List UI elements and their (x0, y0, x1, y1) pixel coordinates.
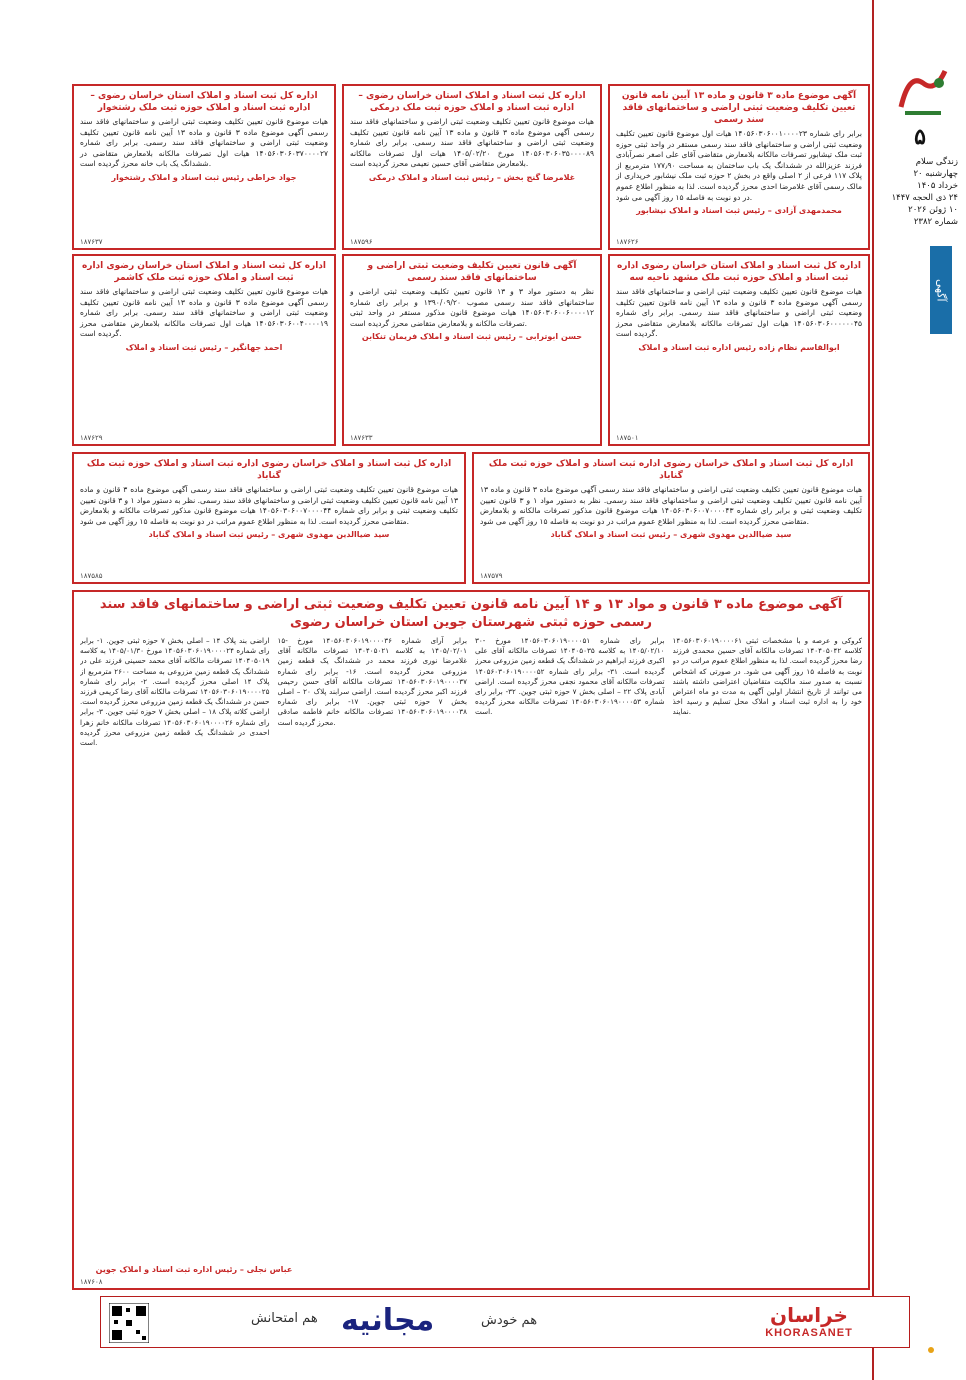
brand-name: خراسان (770, 1303, 848, 1327)
ad-column: ۳۰- برابر رای شماره ۱۴۰۵۶۰۳۰۶۰۱۹۰۰۰۰۵۱ مورخ ۱۴۰۵/۰۲/۱۰ به کلاسه ۱۴۰۴۰۵۰۳۵ تصرفات مالکانه آقای علی اکبری فرزند ابراهیم در ششدانگ یک قطعه زمین مزروعی محرز گردیده است. ۳۱- برابر رای شماره ۱۴۰۵۶۰۳۰۶۰۱۹۰۰۰۰۵۲ تصرفات مالکانه آقای محمود نجفی محرز گردیده است. اراضی آبادی پلاک ۲۲ – اصلی بخش ۷ حوزه ثبتی جوین. ۳۲- برابر رای شماره ۱۴۰۵۶۰۳۰۶۰۱۹۰۰۰۰۵۳ تصرفات مالکانه محرز گردیده است. (475, 636, 665, 717)
ad-body: نظر به دستور مواد ۳ و ۱۳ قانون تعیین تکلیف وضعیت ثبتی اراضی و ساختمانهای فاقد سند رسمی مصوب ۱۳۹۰/۰۹/۲۰ و برابر رای شماره ۱۴۰۵۶۰۳۰۶۰۰۶۰۰۰۰۱۲ هیات موضوع قانون مذکور مستقر در واحد ثبتی تصرفات مالکانه و بلامعارض متقاضی محرز گردیده است. (350, 287, 595, 328)
ad-title: اداره کل ثبت اسناد و املاک استان خراسان رضوی اداره ثبت اسناد و املاک حوزه ثبت ملک کاشمر (81, 261, 327, 283)
brand-name-en: KHORASANET (765, 1327, 853, 1339)
notice-ad (342, 84, 602, 250)
banner-headline: مجانیه (341, 1303, 435, 1338)
ad-signature: غلامرضا گنج بخش – رئیس ثبت اسناد و املاک درمکی (368, 172, 576, 182)
ad-code: ۱۸۷۵۹۶ (350, 238, 373, 246)
ad-body: هیات موضوع قانون تعیین تکلیف وضعیت ثبتی اراضی و ساختمانهای فاقد سند رسمی آگهی موضوع ماده ۳ قانون و ماده ۱۳ آیین نامه قانون تعیین تکلیف وضعیت ثبتی اراضی و ساختمانهای فاقد سند رسمی. برابر رای شماره ۱۴۰۵۶۰۳۰۶۰۰۴۰۰۰۰۱۹ هیات اول تصرفات مالکانه بلامعارض متقاضی محرز گردیده است. (80, 287, 329, 339)
ad-column: کروکی و عرصه و با مشخصات ثبتی ۱۴۰۵۶۰۳۰۶۰۱۹۰۰۰۰۶۱ کلاسه ۱۴۰۴۰۵۰۴۲ تصرفات مالکانه آقای حسین محمدی فرزند رضا محرز گردیده است. لذا به منظور اطلاع عموم مراتب در دو نوبت به فاصله ۱۵ روز آگهی می شود. در صورتی که اشخاص نسبت به صدور سند مالکیت متقاضیان اعتراضی داشته باشند می توانند از تاریخ انتشار اولین آگهی به مدت دو ماه اعتراض خود را به اداره ثبت اسناد و املاک محل تسلیم و رسید اخذ نمایند. (672, 636, 862, 717)
ad-title: اداره کل ثبت اسناد و املاک خراسان رضوی اداره ثبت اسناد و املاک حوزه ثبت ملک گناباد (86, 459, 452, 481)
section-label: آگهی (930, 246, 952, 334)
ad-code: ۱۸۷۶۲۹ (80, 434, 103, 442)
meta-line: چهارشنبه ۲۰ (913, 169, 958, 179)
ad-signature: جواد خراطی رئیس ثبت اسناد و املاک رشتخوار (111, 172, 297, 182)
ad-signature: سید ضیاالدین مهدوی شهری – رئیس ثبت اسناد و املاک گناباد (550, 530, 792, 540)
meta-line: ۲۴ ذی الحجه ۱۴۴۷ (891, 193, 958, 203)
ad-columns (80, 636, 862, 1276)
ad-body: هیات موضوع قانون تعیین تکلیف وضعیت ثبتی اراضی و ساختمانهای فاقد سند رسمی آگهی موضوع ماده ۳ قانون و ماده ۱۳ آیین نامه قانون تعیین تکلیف وضعیت ثبتی اراضی و ساختمانهای فاقد سند رسمی. برابر رای شماره ۱۴۰۵۶۰۳۰۶۰۰۰۰۰۰۴۵ هیات اول تصرفات مالکانه بلامعارض متقاضی محرز گردیده است. (616, 287, 862, 339)
banner-subtext: هم خودش (481, 1313, 538, 1328)
banner-subtext: هم امتحانش (251, 1311, 318, 1326)
promo-banner[interactable] (100, 1296, 910, 1348)
notice-ad (72, 452, 466, 584)
ad-body: برابر رای شماره ۱۴۰۵۶۰۳۰۶۰۰۱۰۰۰۰۲۳ هیات اول موضوع قانون تعیین تکلیف وضعیت ثبتی اراضی و ساختمانهای فاقد سند رسمی مستقر در واحد ثبتی حوزه ثبت ملک تیشابور تصرفات مالکانه بلامعارض متقاضی آقای علی اصغر نصرآبادی فرزند عزیزالله در ششدانگ یک باب ساختمان به مساحت ۱۷۷٫۹۰ مترمربع از پلاک ۱۱۷ فرعی از ۲ اصلی واقع در بخش ۲ حوزه ثبت ملک نیشابور خریداری از مالک رسمی آقای غلامرضا احدی محرز گردیده است. لذا به منظور اطلاع عموم در دو نوبت به فاصله ۱۵ روز آگهی می شود. (616, 129, 862, 202)
issue-meta (882, 156, 958, 228)
meta-line: زندگی سلام (915, 157, 958, 167)
ad-title: آگهی موضوع ماده ۳ قانون و مواد ۱۳ و ۱۴ آیین نامه قانون تعیین تکلیف وضعیت ثبتی اراضی و ساختمانهای فاقد سند رسمی حوزه ثبتی شهرستان جوین استان خراسان رضوی (99, 597, 843, 630)
notice-ad (608, 254, 870, 446)
ad-signature: حسن ابوترابی – رئیس ثبت اسناد و املاک فریمان تنکابن (361, 332, 583, 342)
ad-column: ۱۵- برابر آرای شماره ۱۴۰۵۶۰۳۰۶۰۱۹۰۰۰۰۳۶ مورخ ۱۴۰۵/۰۲/۰۱ به کلاسه ۱۴۰۴۰۵۰۲۱ تصرفات مالکانه آقای غلامرضا نوری فرزند محمد در ششدانگ یک قطعه زمین مزروعی محرز گردیده است. ۱۶- برابر رای شماره ۱۴۰۵۶۰۳۰۶۰۱۹۰۰۰۰۳۷ تصرفات مالکانه آقای حسن رحیمی فرزند اکبر محرز گردیده است. اراضی سرابند پلاک ۲۰ – اصلی بخش ۷ حوزه ثبتی جوین. ۱۷- برابر رای شماره ۱۴۰۵۶۰۳۰۶۰۱۹۰۰۰۰۳۸ تصرفات مالکانه خانم فاطمه صادقی محرز گردیده است. (277, 636, 467, 727)
brand-logo (729, 1303, 889, 1339)
ad-body: هیات موضوع قانون تعیین تکلیف وضعیت ثبتی اراضی و ساختمانهای فاقد سند رسمی آگهی موضوع ماده ۳ قانون و ماده ۱۳ آیین نامه قانون تعیین تکلیف وضعیت ثبتی اراضی و ساختمانهای فاقد سند رسمی. نظر به دستور مواد ۱ و ۳ قانون تعیین تکلیف وضعیت ثبتی و برابر رای شماره ۱۴۰۵۶۰۳۰۶۰۰۷۰۰۰۰۴۳ هیات موضوع قانون مذکور تصرفات مالکانه و بلامعارض متقاضی محرز گردیده است. لذا به منظور اطلاع عموم مراتب در دو نوبت به فاصله ۱۵ روز آگهی می شود. (480, 485, 863, 526)
meta-line: ۱۰ ژوئن ۲۰۲۶ (908, 205, 958, 215)
bullet-icon (928, 1347, 934, 1353)
ad-body: هیات موضوع قانون تعیین تکلیف وضعیت ثبتی اراضی و ساختمانهای فاقد سند رسمی آگهی موضوع ماده ۳ قانون و ماده ۱۳ آیین نامه قانون تعیین تکلیف وضعیت ثبتی اراضی و ساختمانهای فاقد سند رسمی. برابر رای شماره ۱۴۰۵۶۰۳۰۶۰۳۵۰۰۰۰۸۹ مورخ ۱۴۰۵/۰۲/۲۰ هیات اول تصرفات مالکانه بلامعارض متقاضی آقای حسین نعیمی محرز گردیده است. (350, 117, 595, 169)
ad-signature: عباس نجلی – رئیس اداره ثبت اسناد و املاک جوین (95, 1265, 293, 1274)
ad-column: اراضی بند پلاک ۱۴ – اصلی بخش ۷ حوزه ثبتی جوین. ۱- برابر رای شماره ۱۴۰۵۶۰۳۰۶۰۱۹۰۰۰۰۲۴ مورخ ۱۴۰۵/۰۱/۳۰ به کلاسه ۱۴۰۴۰۵۰۱۹ تصرفات مالکانه آقای محمد حسینی فرزند علی در ششدانگ یک قطعه زمین مزروعی به مساحت ۲۶۰۰ مترمربع از پلاک ۱۴ اصلی محرز گردیده است. ۲- برابر رای شماره ۱۴۰۵۶۰۳۰۶۰۱۹۰۰۰۰۲۵ تصرفات مالکانه آقای رضا کریمی فرزند حسن در ششدانگ یک قطعه زمین مزروعی محرز گردیده است. اراضی کلاته پلاک ۱۸ – اصلی بخش ۷ حوزه ثبتی جوین. ۳- برابر رای شماره ۱۴۰۵۶۰۳۰۶۰۱۹۰۰۰۰۲۶ تصرفات مالکانه خانم زهرا احمدی در ششدانگ یک قطعه زمین مزروعی محرز گردیده است. (80, 636, 270, 748)
notice-ad (472, 452, 870, 584)
ad-code: ۱۸۷۵۸۵ (80, 572, 103, 580)
large-notice-ad (72, 590, 870, 1290)
page-side-strip (872, 0, 966, 1380)
ad-code: ۱۸۷۶۳۷ (80, 238, 103, 246)
ad-signature: ابوالقاسم نظام زاده رئیس اداره ثبت اسناد و املاک (638, 342, 840, 352)
ad-code: ۱۸۷۶۰۸ (80, 1278, 103, 1286)
newspaper-logo-icon (888, 60, 958, 122)
notice-ad (72, 84, 336, 250)
notice-ad (72, 254, 336, 446)
qr-code-icon (109, 1303, 149, 1343)
notice-ad (342, 254, 602, 446)
ad-title: اداره کل ثبت اسناد و املاک استان خراسان رضوی اداره ثبت اسناد و املاک حوزه ثبت ملک مشهد ناحیه سه (616, 261, 862, 283)
ad-code: ۱۸۷۵۰۱ (616, 434, 639, 442)
ad-signature: محمدمهدی آزادی – رئیس ثبت اسناد و املاک نیشابور (636, 206, 842, 216)
ad-signature: احمد جهانگیر – رئیس ثبت اسناد و املاک (125, 342, 283, 352)
ad-code: ۱۸۷۶۳۳ (350, 434, 373, 442)
ad-title: اداره کل ثبت اسناد و املاک استان خراسان رضوی – اداره ثبت اسناد و املاک حوزه ثبت ملک رشتخوار (90, 91, 318, 113)
notice-ad (608, 84, 870, 250)
ad-title: اداره کل ثبت اسناد و املاک استان خراسان رضوی – اداره ثبت اسناد و املاک حوزه ثبت ملک درمکی (358, 91, 586, 113)
ad-title: آگهی قانون تعیین تکلیف وضعیت ثبتی اراضی و ساختمانهای فاقد سند رسمی (367, 261, 577, 283)
ad-body: هیات موضوع قانون تعیین تکلیف وضعیت ثبتی اراضی و ساختمانهای فاقد سند رسمی آگهی موضوع ماده ۳ قانون و ماده ۱۳ آیین نامه قانون تعیین تکلیف وضعیت ثبتی اراضی و ساختمانهای فاقد سند رسمی. برابر رای شماره ۱۴۰۵۶۰۳۰۶۰۳۷۰۰۰۰۲۷ هیات اول تصرفات مالکانه بلامعارض متقاضی در ششدانگ یک باب خانه محرز گردیده است. (80, 117, 329, 169)
ad-title: اداره کل ثبت اسناد و املاک خراسان رضوی اداره ثبت اسناد و املاک حوزه ثبت ملک گناباد (488, 459, 854, 481)
page-number: ۵ (914, 124, 926, 149)
ad-code: ۱۸۷۶۲۶ (616, 238, 639, 246)
ad-body: هیات موضوع قانون تعیین تکلیف وضعیت ثبتی اراضی و ساختمانهای فاقد سند رسمی آگهی موضوع ماده ۳ قانون و ماده ۱۳ آیین نامه قانون تعیین تکلیف وضعیت ثبتی اراضی و ساختمانهای فاقد سند رسمی. نظر به دستور مواد ۱ و ۳ قانون تعیین تکلیف وضعیت ثبتی و برابر رای شماره ۱۴۰۵۶۰۳۰۶۰۰۷۰۰۰۰۴۴ هیات موضوع قانون مذکور تصرفات مالکانه و بلامعارض متقاضی محرز گردیده است. لذا به منظور اطلاع عموم مراتب در دو نوبت به فاصله ۱۵ روز آگهی می شود. (80, 485, 458, 526)
meta-line: شماره ۲۳۸۲ (913, 217, 958, 227)
ad-code: ۱۸۷۵۷۹ (480, 572, 503, 580)
ad-title: آگهی موضوع ماده ۳ قانون و ماده ۱۳ آیین نامه قانون تعیین تکلیف وضعیت ثبتی اراضی و ساختمانهای فاقد سند رسمی (621, 91, 857, 125)
ad-signature: سید ضیاالدین مهدوی شهری – رئیس ثبت اسناد و املاک گناباد (148, 530, 390, 540)
meta-line: خرداد ۱۴۰۵ (917, 181, 958, 191)
